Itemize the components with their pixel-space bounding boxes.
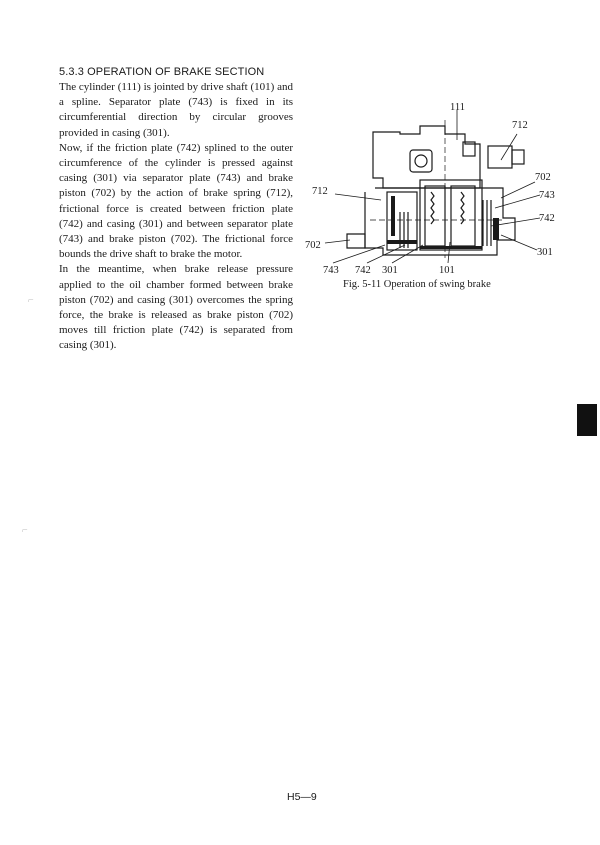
callout-702-right: 702 (535, 172, 551, 183)
paragraph-1: The cylinder (111) is jointed by drive shaft (101) and a spline. Separator plate (743) is fixed in its circumferential direction by circular grooves provided in casing (301). (59, 81, 293, 139)
callout-111: 111 (450, 102, 465, 113)
callout-742-bottom: 742 (355, 265, 371, 276)
page-number: H5—9 (287, 791, 317, 803)
callout-301-bottom: 301 (382, 265, 398, 276)
brake-diagram (305, 100, 555, 280)
scan-mark: ⌐ (22, 525, 28, 536)
callout-712-right: 712 (512, 120, 528, 131)
callout-743-right: 743 (539, 190, 555, 201)
body-text (59, 80, 293, 354)
paragraph-3: In the meantime, when brake release pressure applied to the oil chamber formed between brake piston (702) and casing (301) overcomes the spring force, the brake is released as brake piston (702) moves till friction plate (742) is separated from casing (301). (59, 263, 293, 352)
section-tab-marker (577, 404, 597, 436)
figure-caption: Fig. 5-11 Operation of swing brake (343, 279, 491, 290)
callout-101-bottom: 101 (439, 265, 455, 276)
section-heading: 5.3.3 OPERATION OF BRAKE SECTION (59, 66, 265, 78)
callout-743-bottom: 743 (323, 265, 339, 276)
callout-712-left: 712 (312, 186, 328, 197)
swing-brake-figure (305, 100, 555, 280)
scan-mark: ⌐ (28, 295, 34, 306)
callout-702-left: 702 (305, 240, 321, 251)
callout-742-right: 742 (539, 213, 555, 224)
callout-301-right: 301 (537, 247, 553, 258)
paragraph-2: Now, if the friction plate (742) splined to the outer circumference of the cylinder is pressed against casing (301) via separator plate (743) and brake piston (702) by the action of brake spring (712), frictional force is created between friction plate (742) and casing (301) and between separator plate (743) and brake piston (702). The frictional force bounds the drive shaft to brake the motor. (59, 141, 293, 261)
